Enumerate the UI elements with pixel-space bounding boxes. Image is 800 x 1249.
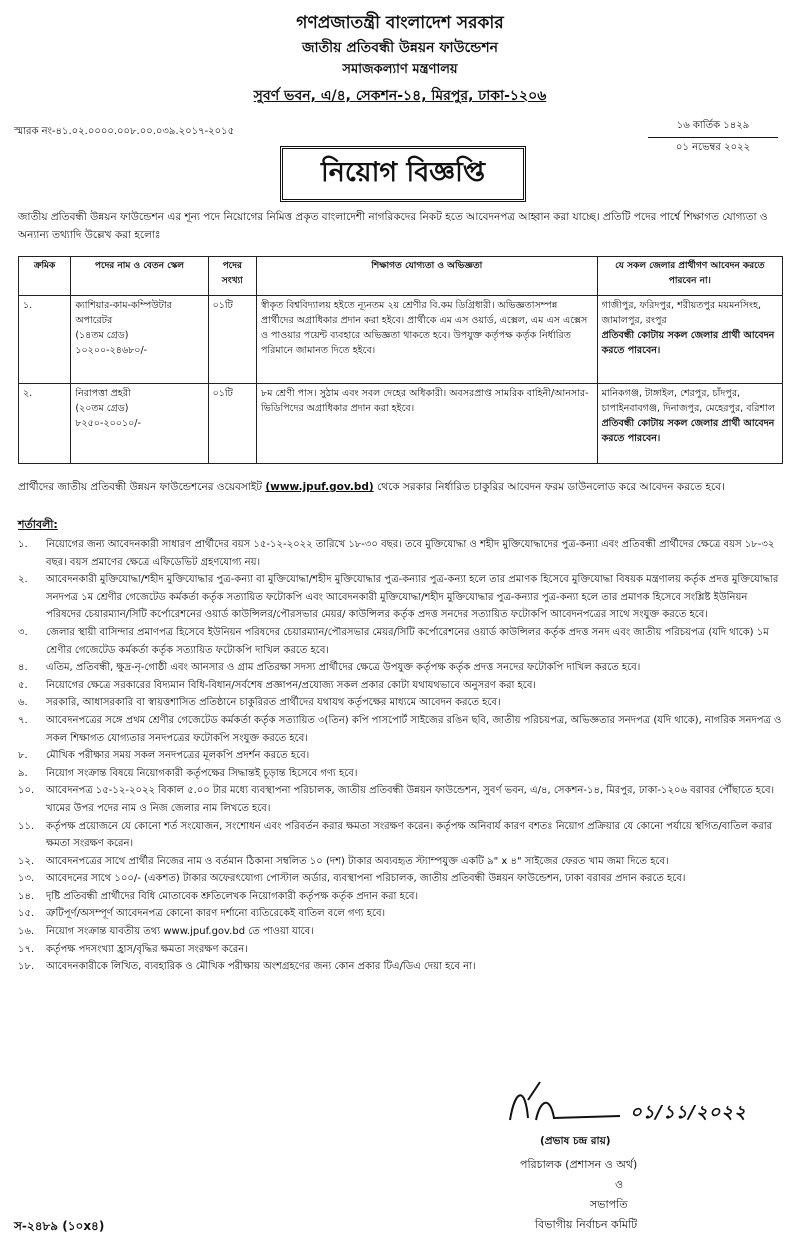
intro-paragraph: জাতীয় প্রতিবন্ধী উন্নয়ন ফাউন্ডেশন এর শূন্য পদে নিয়োগের নিমিত্ত প্রকৃত বাংলাদেশী নাগরিকদের নিকট হতে আবেদনপত্র আহ্বান করা যাচ্ছে। প্রতিটি পদের পার্শ্বে শিক্ষাগত যোগ্যতা ও অন্যান্য তথ্যাদি উল্লেখ করা হলোঃ [18,211,768,241]
term-item [18,624,783,659]
term-number: ৩. [18,626,28,638]
term-number: ১০. [18,785,35,797]
row-count: ০১টি [208,296,256,384]
term-item [18,712,783,747]
terms-heading: শর্তাবলী: [18,518,58,531]
term-text: কর্তৃপক্ষ প্রয়োজনে যে কোনো শর্ত সংযোজন, সংশোধন এবং পরিবর্তন করার ক্ষমতা সংরক্ষণ করেন। কর্তৃপক্ষ অনিবার্য কারণ বশতঃ নিয়োগ প্রক্রিয়ার যে কোনো পর্যায়ে স্থগিত/বাতিল করার ক্ষমতা সংরক্ষণ করেন। [46,820,773,850]
term-number: ১৩. [18,873,35,885]
row-qualification: ৮ম শ্রেণী পাস। সুঠাম এবং সবল দেহের অধিকারী। অবসরপ্রাপ্ত সামরিক বাহিনী/আনসার-ভিডিপিদের অগ্রাধিকার প্রদান করা হইবে। [256,384,597,464]
term-text: নিয়োগ সংক্রান্ত যাবতীয় তথ্য www.jpuf.gov.bd তে পাওয়া যাবে। [46,926,314,938]
post-grade: (১৪তম গ্রেড) [75,330,129,341]
term-number: ২. [18,574,28,586]
header-post: পদের নাম ও বেতন স্কেল [71,257,208,296]
term-item [18,818,783,853]
term-item [18,888,783,906]
header-serial: ক্রমিক [19,257,71,296]
term-number: ১৫. [18,908,35,920]
row-serial: ১. [19,296,71,384]
term-item [18,870,783,888]
term-text: আবেদনের সাথে ১০০/- (একশত) টাকার অফেরৎযোগ্য পোস্টাল অর্ডার, ব্যবস্থাপনা পরিচালক, জাতীয় প্রতিবন্ধী উন্নয়ন ফাউন্ডেশন, ঢাকা বরাবর প্রদান করতে হবে। [46,873,686,885]
term-text: জেলার স্থায়ী বাসিন্দার প্রমাণপত্র হিসেবে ইউনিয়ন পরিষদের চেয়ারম্যান/পৌরসভার মেয়র/সিটি কর্পোরেশনের ওয়ার্ড কাউন্সিলর কর্তৃক প্রদত্ত সনদ এবং জাতীয় পরিচয়পত্র (যদি থাকে) ১ম শ্রেণীর গেজেটেড কর্মকর্তা কর্তৃক সত্যায়িত ফটোকপি দাখিল করতে হবে। [46,626,769,656]
term-text: এতিম, প্রতিবন্ধী, ক্ষুদ্র-নৃ-গোষ্ঠী এবং আনসার ও গ্রাম প্রতিরক্ষা সদস্য প্রার্থীদের ক্ষেত্রে উপযুক্ত কর্তৃপক্ষ কর্তৃক প্রদত্ত সনদের ফটোকপি দাখিল করতে হবে। [46,662,641,674]
term-number: ৯. [18,767,28,779]
signatory-designation: পরিচালক (প্রশাসন ও অর্থ) [520,1158,638,1171]
signatory-name: (প্রভাষ চন্দ্র রায়) [540,1135,611,1147]
ministry-name: সমাজকল্যাণ মন্ত্রণালয় [342,62,458,77]
website-text-before: প্রার্থীদের জাতীয় প্রতিবন্ধী উন্নয়ন ফাউন্ডেশনের ওয়েবসাইট [18,481,263,493]
header-count: পদের সংখ্যা [208,257,256,296]
post-scale: ১০২০০-২৪৬৮০/- [75,345,148,356]
notice-title: নিয়োগ বিজ্ঞপ্তি [280,146,526,202]
term-number: ১৬. [18,926,35,938]
term-number: ১১. [18,820,35,832]
term-item [18,923,783,941]
signature-date: ০১/১১/২০২২ [630,1102,747,1123]
row-post-cell [71,384,208,464]
term-number: ৬. [18,697,28,709]
vacancy-table [18,256,783,464]
post-name: নিরাপত্তা প্রহরী [75,388,131,399]
row-districts-cell [597,296,782,384]
header-qualification: শিক্ষাগত যোগ্যতা ও অভিজ্ঞতা [256,257,597,296]
term-item [18,782,783,817]
organization-name: জাতীয় প্রতিবন্ধী উন্নয়ন ফাউন্ডেশন [302,40,498,56]
header-districts: যে সকল জেলার প্রার্থীগণ আবেদন করতে পারবেন না। [597,257,782,296]
term-item [18,853,783,871]
term-item [18,747,783,765]
term-text: আবেদনপত্রের সঙ্গে প্রথম শ্রেণীর গেজেটেড কর্মকর্তা কর্তৃক সত্যায়িত ৩(তিন) কপি পাসপোর্ট সাইজের রঙিন ছবি, জাতীয় পরিচয়পত্র, অভিজ্ঞতার সনদপত্র (যদি থাকে), নাগরিক সনদপত্র ও সকল শিক্ষাগত যোগ্যতার সনদপত্রের ফটোকপি সংযুক্ত করতে হবে। [46,714,782,744]
post-name: ক্যাশিয়ার-কাম-কম্পিউটার অপারেটর [75,300,172,326]
signatory-role: সভাপতি [590,1198,628,1211]
term-item [18,694,783,712]
terms-list [18,536,783,976]
term-text: মৌখিক পরীক্ষার সময় সকল সনদপত্রের মূলকপি প্রদর্শন করতে হবে। [46,750,310,762]
website-text-after: থেকে সরকার নির্ধারিত চাকুরির আবেদন ফরম ডাউনলোড করে আবেদন করতে হবে। [377,481,725,493]
term-item [18,941,783,959]
post-scale: ৮২৫০-২০০১০/- [75,418,141,429]
term-number: ১৭. [18,943,35,955]
term-number: ১৮. [18,961,35,973]
row-districts-cell [597,384,782,464]
term-item [18,659,783,677]
term-text: আবেদনকারীকে লিখিত, ব্যবহারিক ও মৌখিক পরীক্ষায় অংশগ্রহণের জন্য কোন প্রকার টিএ/ডিএ দেয়া হবে না। [46,961,476,973]
quota-note: প্রতিবন্ধী কোটায় সকল জেলার প্রার্থী আবেদন করতে পারবেন। [601,418,775,444]
table-row [19,384,783,464]
term-text: নিয়োগের ক্ষেত্রে সরকারের বিদ্যমান বিধি-বিধান/সর্বশেষ প্রজ্ঞাপন/প্রযোজ্য সকল প্রকার কোটা যথাযথভাবে অনুসরণ করা হবে। [46,679,536,691]
term-text: আবেদনপত্র ১৫-১২-২০২২ বিকাল ৫.০০ টার মধ্যে ব্যবস্থাপনা পরিচালক, জাতীয় প্রতিবন্ধী উন্নয়ন ফাউন্ডেশন, সুবর্ণ ভবন, এ/৪, সেকশন-১৪, মিরপুর, ঢাকা-১২০৬ বরাবর পৌঁছাতে হবে। খামের উপর পদের নাম ও নিজ জেলার নাম লিখতে হবে। [46,785,775,814]
term-text: সরকারি, আধাসরকারি বা স্বায়ত্তশাসিত প্রতিষ্ঠানে চাকুরিরত প্রার্থীদের যথাযথ কর্তৃপক্ষের মাধ্যমে আবেদন করতে হবে। [46,697,501,709]
term-number: ১২. [18,855,35,867]
term-text: দৃষ্টি প্রতিবন্ধী প্রার্থীদের বিধি মোতাবেক শ্রুতিলেখক নিয়োগকারী কর্তৃপক্ষ কর্তৃক প্রদান করা হবে। [46,890,419,902]
row-post-cell [71,296,208,384]
term-item [18,677,783,695]
date-divider [648,137,778,138]
row-serial: ২. [19,384,71,464]
term-number: ৮. [18,750,28,762]
row-count: ০১টি [208,384,256,464]
website-link[interactable]: (www.jpuf.gov.bd) [265,481,374,493]
committee-name: বিভাগীয় নির্বাচন কমিটি [535,1218,638,1231]
term-text: ত্রুটিপূর্ণ/অসম্পূর্ণ আবেদনপত্র কোনো কারণ দর্শানো ব্যতিরেকেই বাতিল বলে গণ্য হবে। [46,908,386,920]
government-title: গণপ্রজাতন্ত্রী বাংলাদেশ সরকার [296,13,504,33]
date-block [648,118,778,157]
term-number: ৭. [18,714,28,726]
term-text: নিয়োগের জন্য আবেদনকারী সাধারণ প্রার্থীদের বয়স ১৫-১২-২০২২ তারিখে ১৮-৩০ বছর। তবে মুক্তিযোদ্ধা ও শহীদ মুক্তিযোদ্ধাদের পুত্র-কন্যা এবং প্রতিবন্ধী প্রার্থীদের ক্ষেত্রে বয়স ১৮-৩২ বছর। বয়স প্রমাণের ক্ষেত্রে এফিডেভিট গ্রহণযোগ্য নয়। [46,539,775,568]
term-number: ৫. [18,679,28,691]
memo-reference: স্মারক নং-৪১.০২.০০০০.০০৮.০০.০৩৯.২০১৭-২০১৫ [14,126,235,137]
district-list: গাজীপুর, ফরিদপুর, শরীয়তপুর ময়মনসিংহ, জামালপুর, রংপুর [601,300,761,326]
term-item [18,765,783,783]
designation-conjunction: ও [615,1178,624,1191]
office-address: সুবর্ণ ভবন, এ/৪, সেকশন-১৪, মিরপুর, ঢাকা-১২০৬ [253,88,547,104]
date-bangla: ১৬ কার্তিক ১৪২৯ [676,120,750,131]
date-english: ০১ নভেম্বর ২০২২ [675,142,751,153]
term-text: আবেদনকারী মুক্তিযোদ্ধা/শহীদ মুক্তিযোদ্ধার পুত্র-কন্যা বা মুক্তিযোদ্ধা/শহীদ মুক্তিযোদ্ধার পুত্র-কন্যার পুত্র-কন্যা হলে তার প্রমাণক হিসেবে মুক্তিযোদ্ধা বিষয়ক মন্ত্রণালয় কর্তৃক প্রদত্ত মুক্তিযোদ্ধার সনদপত্র ১ম শ্রেণীর গেজেটেড কর্মকর্তা কর্তৃক সত্যায়িত ফটোকপি এবং আবেদনকারী মুক্তিযোদ্ধা/শহীদ মুক্তিযোদ্ধার পুত্র-কন্যার পুত্র-কন্যা হলে তার প্রমাণক হিসেবে সংশ্লিষ্ট ইউনিয়ন পরিষদের চেয়ারম্যান/সিটি কর্পোরেশনের ওয়ার্ড কাউন্সিলর/পৌরসভার মেয়র/ কাউন্সিলর কর্তৃক প্রদত্ত সনদের সত্যায়িত ফটোকপি আবেদনপত্রের সাথে সংযুক্ত করতে হবে। [46,574,779,621]
term-item [18,958,783,976]
district-list: মানিকগঞ্জ, টাঙ্গাইল, শেরপুর, চাঁদপুর, চাপাইনবাবগঞ্জ, দিনাজপুর, মেহেরপুর, বরিশাল [601,388,775,414]
term-number: ১৪. [18,890,35,902]
term-number: ৪. [18,662,28,674]
term-number: ১. [18,539,28,550]
website-instruction [18,478,783,496]
ad-code: স-২৪৮৯ (১০x৪) [14,1219,105,1233]
term-text: আবেদনপত্রের সাথে প্রার্থীর নিজের নাম ও বর্তমান ঠিকানা সম্বলিত ১০ (দশ) টাকার অব্যবহৃত স্ট্যাম্পযুক্ত একটি ৯" x ৪" সাইজের ফেরত খাম জমা দিতে হবে। [46,855,669,867]
term-text: নিয়োগ সংক্রান্ত বিষয়ে নিয়োগকারী কর্তৃপক্ষের সিদ্ধান্তই চূড়ান্ত হিসেবে গণ্য হবে। [46,767,358,779]
term-item [18,571,783,624]
quota-note: প্রতিবন্ধী কোটায় সকল জেলার প্রার্থী আবেদন করতে পারবেন। [601,330,775,356]
table-header-row [19,257,783,296]
term-text: কর্তৃপক্ষ পদসংখ্যা হ্রাস/বৃদ্ধির ক্ষমতা সংরক্ষণ করেন। [46,943,248,955]
term-item [18,905,783,923]
row-qualification: স্বীকৃত বিশ্ববিদ্যালয় হইতে ন্যূনতম ২য় শ্রেণীর বি.কম ডিগ্রিধারী। অভিজ্ঞতাসম্পন্ন প্রার্থীদের অগ্রাধিকার প্রদান করা হইবে। প্রার্থীকে এম এস ওয়ার্ড, এক্সেল, এম এস এক্সেস ও পাওয়ার পয়েন্ট ব্যবহারে অভিজ্ঞতা থাকতে হবে। উপযুক্ত কর্তৃপক্ষ কর্তৃক নির্ধারিত পরিমানে জামানত দিতে হইবে। [256,296,597,384]
term-item [18,536,783,571]
post-grade: (২০তম গ্রেড) [75,403,129,414]
table-row [19,296,783,384]
